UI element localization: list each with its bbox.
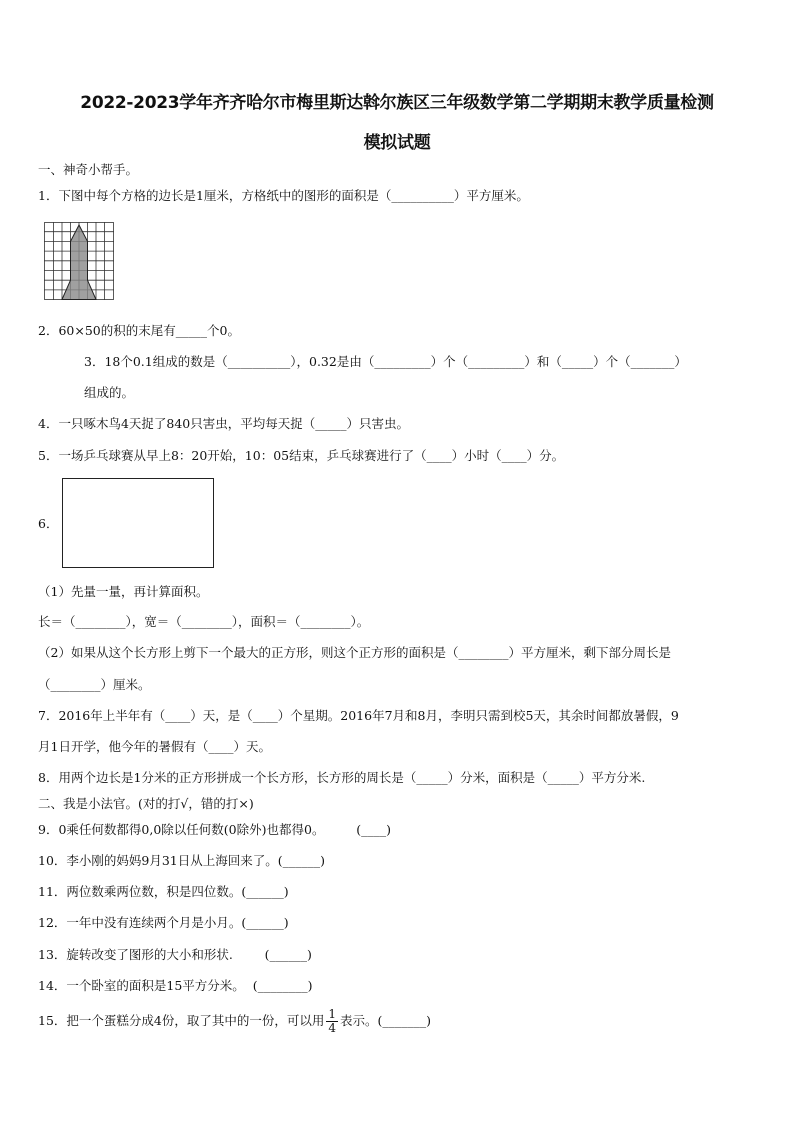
rectangle-figure bbox=[62, 478, 214, 568]
question-10: 10．李小刚的妈妈9月31日从上海回来了。(______) bbox=[38, 853, 326, 868]
question-4: 4．一只啄木鸟4天捉了840只害虫，平均每天捉（_____）只害虫。 bbox=[38, 416, 410, 431]
fraction-denominator: 4 bbox=[328, 1021, 337, 1035]
title-line2: 模拟试题 bbox=[363, 133, 431, 153]
question-8: 8．用两个边长是1分米的正方形拼成一个长方形，长方形的周长是（_____）分米，面积是（_____）平方分米. bbox=[38, 770, 646, 785]
question-12: 12．一年中没有连续两个月是小月。(______) bbox=[38, 915, 289, 930]
question-9: 9．0乘任何数都得0,0除以任何数(0除外)也都得0。 (____) bbox=[38, 822, 391, 837]
question-6-part2-line1: （2）如果从这个长方形上剪下一个最大的正方形，则这个正方形的面积是（________）平方厘米，剩下部分周长是 bbox=[38, 645, 671, 660]
question-6-label: 6． bbox=[38, 516, 59, 531]
section-1-heading: 一、神奇小帮手。 bbox=[38, 162, 139, 177]
question-6-part2-line2: （________）厘米。 bbox=[38, 677, 151, 692]
fraction-numerator: 1 bbox=[328, 1007, 337, 1021]
question-3-line2: 组成的。 bbox=[84, 385, 135, 400]
question-2: 2．60×50的积的末尾有_____个0。 bbox=[38, 323, 240, 338]
title-line1: 2022-2023学年齐齐哈尔市梅里斯达斡尔族区三年级数学第二学期期末教学质量检测 bbox=[80, 93, 714, 113]
question-6-part1: （1）先量一量，再计算面积。 bbox=[38, 584, 209, 599]
arrow-shape bbox=[62, 225, 96, 300]
question-7-line1: 7．2016年上半年有（____）天，是（____）个星期。2016年7月和8月，李明只需到校5天，其余时间都放暑假，9 bbox=[38, 708, 679, 723]
question-14: 14．一个卧室的面积是15平方分米。 (________) bbox=[38, 978, 313, 993]
question-3-line1: 3．18个0.1组成的数是（__________），0.32是由（_________）个（_________）和（_____）个（_______） bbox=[84, 354, 687, 369]
question-6-part1-answers: 长＝（________），宽＝（________），面积＝（________）。 bbox=[38, 614, 370, 629]
section-2-heading: 二、我是小法官。(对的打√，错的打×) bbox=[38, 796, 254, 811]
question-5: 5．一场乒乓球赛从早上8：20开始，10：05结束，乒乓球赛进行了（____）小时（____）分。 bbox=[38, 448, 565, 463]
question-15-end: 表示。(_______) bbox=[340, 1013, 432, 1028]
grid-figure bbox=[44, 222, 114, 300]
question-13: 13．旋转改变了图形的大小和形状. (______) bbox=[38, 947, 312, 962]
question-11: 11．两位数乘两位数，积是四位数。(______) bbox=[38, 884, 289, 899]
question-15 bbox=[38, 1006, 431, 1036]
question-15-text: 15．把一个蛋糕分成4份，取了其中的一份，可以用 bbox=[38, 1013, 325, 1028]
fraction-one-quarter bbox=[326, 1008, 338, 1035]
question-1: 1．下图中每个方格的边长是1厘米，方格纸中的图形的面积是（__________）平方厘米。 bbox=[38, 188, 529, 203]
question-7-line2: 月1日开学，他今年的暑假有（____）天。 bbox=[38, 739, 271, 754]
